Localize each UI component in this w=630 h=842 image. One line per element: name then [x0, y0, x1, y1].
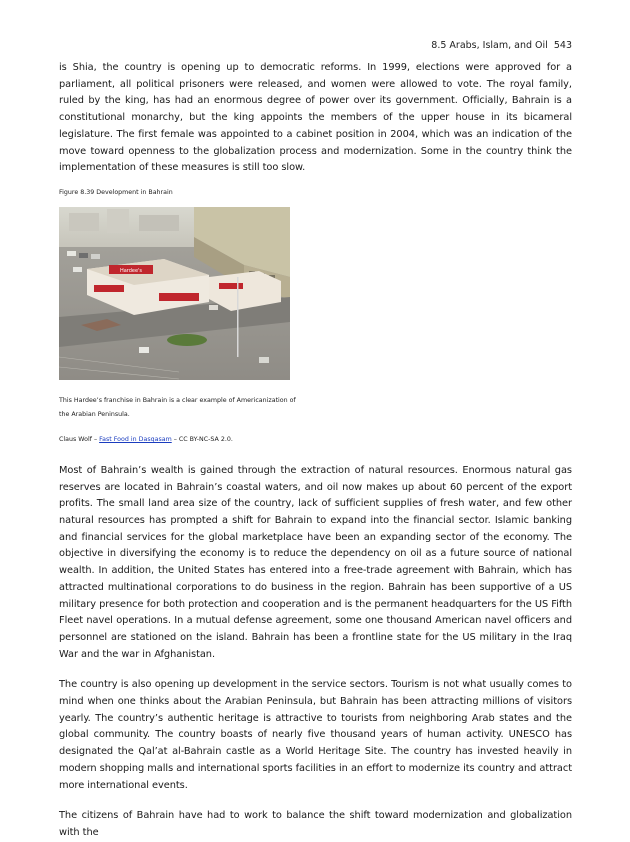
figure-caption: This Hardee’s franchise in Bahrain is a clear example of Americanization of the Arabian Peninsula.	[59, 396, 296, 418]
credit-suffix: – CC BY-NC-SA 2.0.	[171, 435, 233, 443]
figure-photo	[59, 207, 290, 380]
credit-prefix: Claus Wolf –	[59, 435, 100, 443]
running-header	[431, 40, 572, 51]
figure-label: Figure 8.39 Development in Bahrain	[59, 188, 173, 196]
sign-text: Hardee's	[119, 267, 143, 274]
credit-link[interactable]: Fast Food in Dasqasam	[99, 435, 172, 443]
figure-credit	[59, 436, 572, 443]
photo-illustration	[59, 207, 290, 380]
paragraph-1: is Shia, the country is opening up to democratic reforms. In 1999, elections were approved for a parliament, all political prisoners were released, and women were allowed to vote. The royal family, ruled by the king, has had an enormous degree of power over its government. Officially, Bahrain is a constitutional monarchy, but the king appoints the members of the upper house in its bicameral legislature. The first female was appointed to a cabinet position in 2004, which was an indication of the move toward openness to the globalization process and modernization. Some in the country think the implementation of these measures is still too slow.	[59, 62, 572, 174]
paragraph-3: The country is also opening up development in the service sectors. Tourism is not what usually comes to mind when one thinks about the Arabian Peninsula, but Bahrain has been attracting millions of visitors yearly. The country’s authentic heritage is attractive to tourists from neighboring Arab states and the global community. The country boasts of nearly five thousand years of human activity. UNESCO has designated the Qal’at al-Bahrain castle as a World Heritage Site. The country has invested heavily in modern shopping malls and international sports facilities in an effort to modernize its country and attract more international events.	[59, 679, 572, 791]
paragraph-4: The citizens of Bahrain have had to work to balance the shift toward modernization and globalization with the	[59, 810, 572, 838]
page-content	[59, 60, 572, 842]
page-number: 543	[553, 40, 572, 51]
running-head-title: 8.5 Arabs, Islam, and Oil	[431, 40, 548, 51]
paragraph-2: Most of Bahrain’s wealth is gained through the extraction of natural resources. Enormous natural gas reserves are located in Bahrain’s coastal waters, and oil now makes up about 60 percent of the export profits. The small land area size of the country, lack of sufficient supplies of fresh water, and few other natural resources has prompted a shift for Bahrain to expand into the financial sector. Islamic banking and financial services for the global marketplace have been an expanding sector of the economy. The objective in diversifying the economy is to reduce the dependency on oil as a future source of national wealth. In addition, the United States has entered into a free-trade agreement with Bahrain, which has attracted multinational corporations to do business in the region. Bahrain has been supportive of a US military presence for both protection and cooperation and is the permanent headquarters for the US Fifth Fleet navel operations. In a mutual defense agreement, some one thousand American navel officers and personnel are stationed on the island. Bahrain has been a frontline state for the US military in the Iraq War and the war in Afghanistan.	[59, 464, 572, 660]
